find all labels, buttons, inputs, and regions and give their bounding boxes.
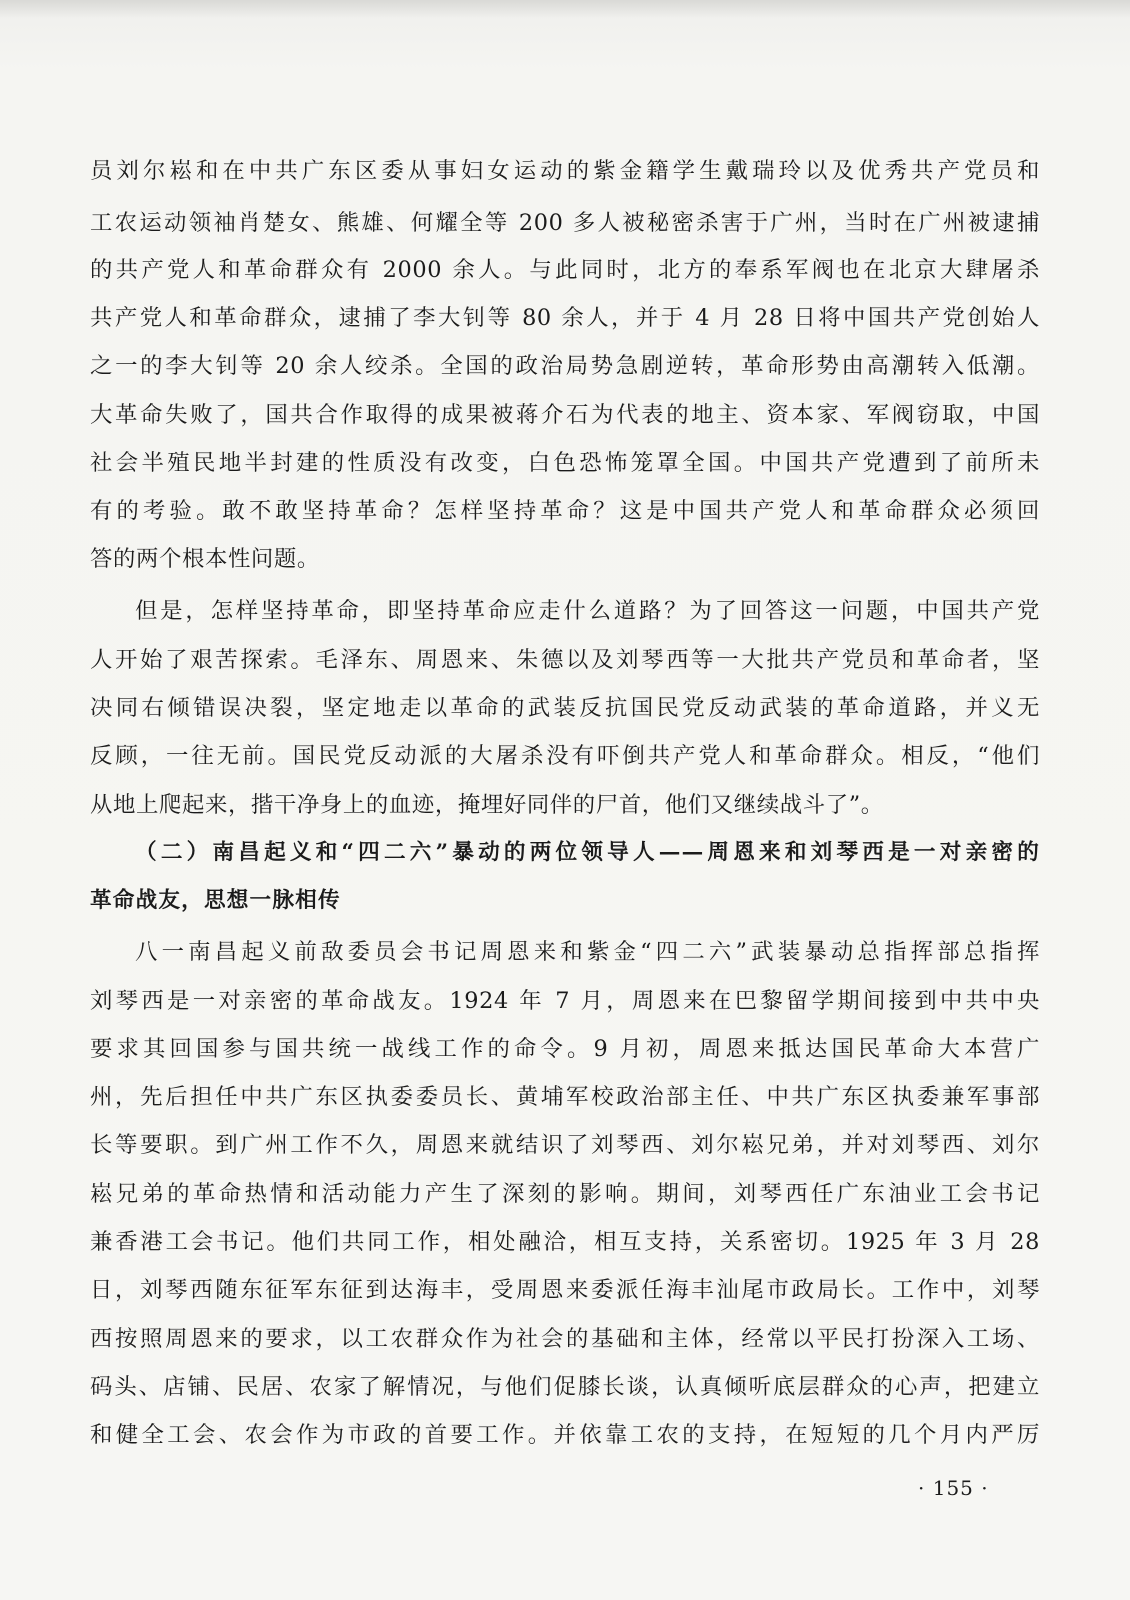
text-line: 兼香港工会书记。他们共同工作，相处融洽，相互支持，关系密切。1925 年 3 月 28 (90, 1229, 1040, 1255)
text-line: 和健全工会、农会作为市政的首要工作。并依靠工农的支持，在短短的几个月内严厉 (90, 1422, 1040, 1448)
text-line: 西按照周恩来的要求，以工农群众作为社会的基础和主体，经常以平民打扮深入工场、 (90, 1326, 1040, 1352)
text-line: 长等要职。到广州工作不久，周恩来就结识了刘琴西、刘尔崧兄弟，并对刘琴西、刘尔 (90, 1132, 1040, 1158)
text-line: 从地上爬起来，揩干净身上的血迹，掩埋好同伴的尸首，他们又继续战斗了”。 (90, 792, 884, 818)
page-number: · 155 · (918, 1476, 989, 1500)
text-line: 的共产党人和革命群众有 2000 余人。与此同时，北方的奉系军阀也在北京大肆屠杀 (90, 257, 1040, 283)
text-line: 答的两个根本性问题。 (90, 546, 320, 572)
paragraph-start-line: 八一南昌起义前敌委员会书记周恩来和紫金“四二六”武装暴动总指挥部总指挥 (135, 939, 1040, 965)
section-heading-line: （二）南昌起义和“四二六”暴动的两位领导人——周恩来和刘琴西是一对亲密的 (135, 840, 1040, 865)
text-line: 共产党人和革命群众，逮捕了李大钊等 80 余人，并于 4 月 28 日将中国共产党创始人 (90, 305, 1040, 331)
text-line: 要求其回国参与国共统一战线工作的命令。9 月初，周恩来抵达国民革命大本营广 (90, 1036, 1040, 1062)
text-line: 有的考验。敢不敢坚持革命？怎样坚持革命？这是中国共产党人和革命群众必须回 (90, 498, 1040, 524)
text-line: 大革命失败了，国共合作取得的成果被蒋介石为代表的地主、资本家、军阀窃取，中国 (90, 402, 1040, 428)
text-line: 州，先后担任中共广东区执委委员长、黄埔军校政治部主任、中共广东区执委兼军事部 (90, 1084, 1040, 1110)
text-line: 日，刘琴西随东征军东征到达海丰，受周恩来委派任海丰汕尾市政局长。工作中，刘琴 (90, 1277, 1040, 1303)
scan-top-edge (0, 0, 1130, 18)
text-line: 码头、店铺、民居、农家了解情况，与他们促膝长谈，认真倾听底层群众的心声，把建立 (90, 1374, 1040, 1400)
text-line: 工农运动领袖肖楚女、熊雄、何耀全等 200 多人被秘密杀害于广州，当时在广州被逮捕 (90, 210, 1040, 236)
text-line: 反顾，一往无前。国民党反动派的大屠杀没有吓倒共产党人和革命群众。相反，“他们 (90, 743, 1040, 769)
text-line: 社会半殖民地半封建的性质没有改变，白色恐怖笼罩全国。中国共产党遭到了前所未 (90, 450, 1040, 476)
text-line: 刘琴西是一对亲密的革命战友。1924 年 7 月，周恩来在巴黎留学期间接到中共中央 (90, 988, 1040, 1014)
text-line: 崧兄弟的革命热情和活动能力产生了深刻的影响。期间，刘琴西任广东油业工会书记 (90, 1181, 1040, 1207)
text-line: 员刘尔崧和在中共广东区委从事妇女运动的紫金籍学生戴瑞玲以及优秀共产党员和 (90, 158, 1040, 184)
text-line: 决同右倾错误决裂，坚定地走以革命的武装反抗国民党反动武装的革命道路，并义无 (90, 695, 1040, 721)
paragraph-start-line: 但是，怎样坚持革命，即坚持革命应走什么道路？为了回答这一问题，中国共产党 (135, 598, 1040, 624)
text-line: 之一的李大钊等 20 余人绞杀。全国的政治局势急剧逆转，革命形势由高潮转入低潮。 (90, 353, 1040, 379)
text-line: 人开始了艰苦探索。毛泽东、周恩来、朱德以及刘琴西等一大批共产党员和革命者，坚 (90, 647, 1040, 673)
section-heading-line: 革命战友，思想一脉相传 (90, 888, 341, 913)
